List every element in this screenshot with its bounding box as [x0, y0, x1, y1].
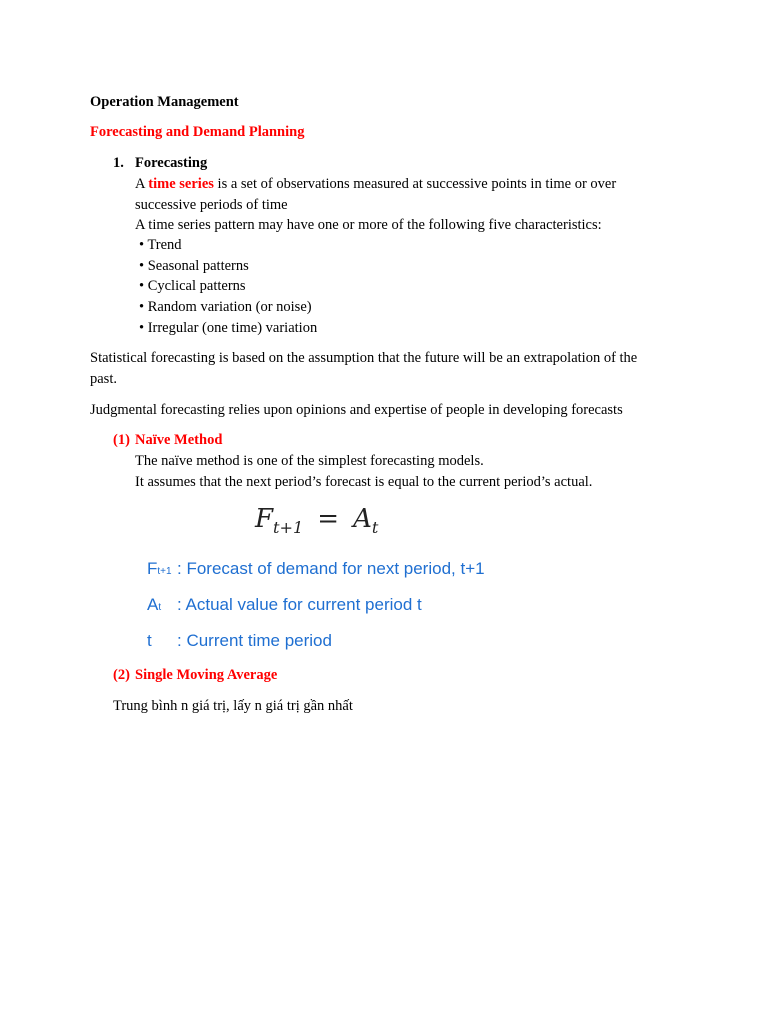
- method1-line-1: The naïve method is one of the simplest forecasting models.: [135, 453, 484, 469]
- definition-term: time series: [148, 176, 214, 192]
- naive-formula: [255, 502, 378, 539]
- doc-title: Operation Management: [90, 94, 239, 110]
- formula-lhs: F: [255, 504, 274, 534]
- section1-heading: Forecasting: [135, 155, 208, 171]
- legend-desc-f: : Forecast of demand for next period, t+1: [177, 559, 485, 578]
- pattern-intro: A time series pattern may have one or more of the following five characteristics:: [135, 217, 602, 233]
- statistical-line-2: past.: [90, 371, 117, 387]
- definition-line-1: [135, 174, 616, 195]
- definition-rest: is a set of observations measured at successive points in time or over: [213, 176, 617, 192]
- bullet-item: • Random variation (or noise): [139, 299, 312, 315]
- method2-heading: Single Moving Average: [135, 667, 278, 683]
- legend-symbol-t: t: [147, 631, 152, 650]
- method1-heading: Naïve Method: [135, 432, 223, 448]
- formula-equals: =: [317, 504, 340, 534]
- definition-line-2: successive periods of time: [135, 197, 288, 213]
- definition-prefix: A: [135, 176, 149, 192]
- statistical-line-1: Statistical forecasting is based on the assumption that the future will be an extrapolation of the: [90, 350, 638, 366]
- method2-number: (2): [113, 667, 130, 683]
- bullet-item: • Seasonal patterns: [139, 258, 249, 274]
- legend-desc-a: : Actual value for current period t: [177, 595, 422, 614]
- bullet-item: • Irregular (one time) variation: [139, 320, 318, 336]
- bullet-item: • Trend: [139, 237, 182, 253]
- legend-symbol-a: At: [147, 595, 162, 614]
- legend-desc-t: : Current time period: [177, 631, 332, 650]
- doc-subtitle: Forecasting and Demand Planning: [90, 124, 305, 140]
- bullet-item: • Cyclical patterns: [139, 278, 246, 294]
- method1-number: (1): [113, 432, 130, 448]
- formula-rhs: A: [353, 504, 372, 534]
- judgmental-text: Judgmental forecasting relies upon opinions and expertise of people in developing forecasts: [90, 402, 623, 418]
- method1-line-2: It assumes that the next period’s forecast is equal to the current period’s actual.: [135, 474, 593, 490]
- formula-rhs-sub: t: [371, 518, 379, 538]
- formula-lhs-sub: t+1: [273, 518, 304, 538]
- legend-symbol-f: Ft+1: [147, 559, 172, 578]
- method2-note: Trung bình n giá trị, lấy n giá trị gần nhất: [113, 698, 353, 714]
- section1-number: 1.: [113, 155, 124, 171]
